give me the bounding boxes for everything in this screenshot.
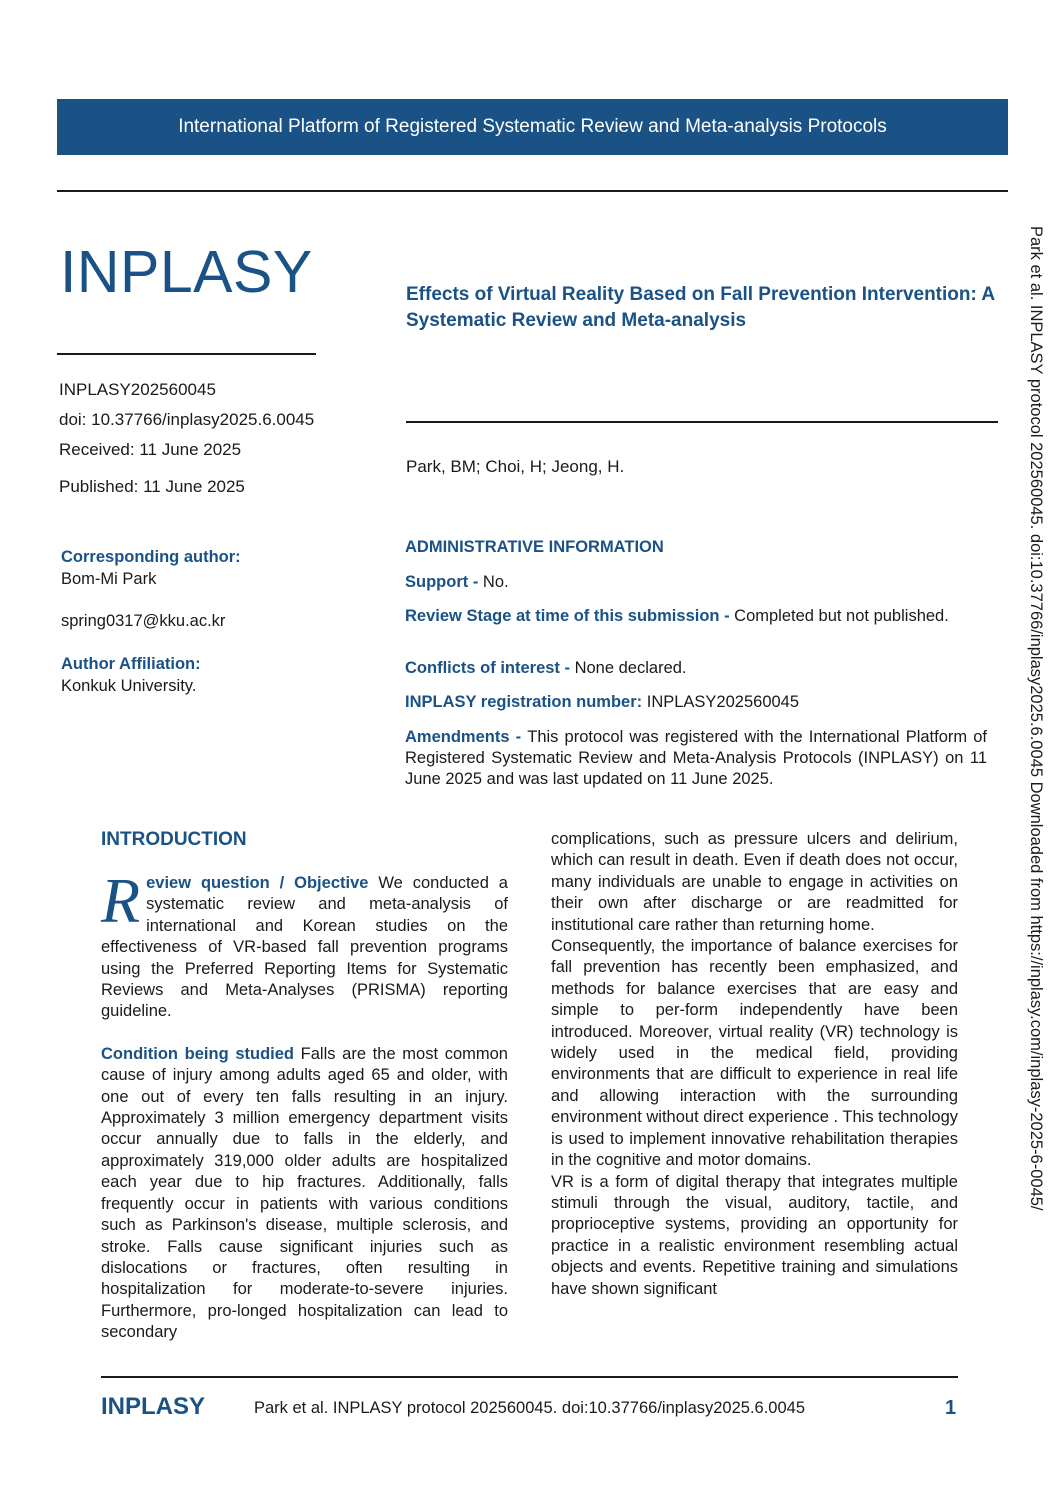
registration-value: INPLASY202560045 xyxy=(646,693,800,711)
admin-support xyxy=(405,572,987,593)
registration-label: INPLASY registration number: xyxy=(405,693,647,711)
condition-text: Falls are the most common cause of injury among adults aged 65 and older, with one out of every ten falls resulting in an injury. Approximately 3 million emergency department visits occur annually due to falls in the elderly, and approximately 319,000 older adults are hospitalized each year due to hip fractures. Additionally, falls frequently occur in patients with various conditions such as Parkinson's disease, multiple sclerosis, and stroke. Falls cause significant injuries such as dislocations or fractures, often resulting in hospitalization for moderate-to-severe injuries. Furthermore, pro-longed hospitalization can lead to secondary xyxy=(101,1044,508,1342)
left-column xyxy=(101,865,508,1344)
right-paragraph-3: VR is a form of digital therapy that integrates multiple stimuli through the visual, auditory, tactile, and proprioceptive systems, providing an opportunity for practice in a realistic environment resembling actual objects and events. Repetitive training and simulations have shown significant xyxy=(551,1172,958,1298)
right-column xyxy=(551,829,958,1300)
footer-brand: INPLASY xyxy=(101,1393,206,1420)
review-question-paragraph xyxy=(101,865,508,1023)
vertical-citation: Park et al. INPLASY protocol 202560045. doi:10.37766/inplasy2025.6.0045 Downloaded from https://inplasy.com/inplasy-2025-6-0045/ xyxy=(1027,226,1045,1211)
condition-paragraph xyxy=(101,1044,508,1344)
amendments-label: Amendments - xyxy=(405,728,528,746)
right-paragraph-2: Consequently, the importance of balance exercises for fall prevention has recently been emphasized, and methods for balance exercises that are easy and simple to per-form independently have been introduced. Moreover, virtual reality (VR) technology is widely used in the medical field, providing environments that are difficult to experience in real life and allowing interaction with the surrounding environment without direct experience . This technology is used to implement innovative rehabilitation therapies in the cognitive and motor domains. xyxy=(551,937,958,1170)
support-label: Support - xyxy=(405,573,483,591)
published-date: Published: 11 June 2025 xyxy=(59,477,245,496)
footer-rule xyxy=(101,1376,958,1378)
paper-title: Effects of Virtual Reality Based on Fall Prevention Intervention: A Systematic Review and Meta-analysis xyxy=(406,284,995,331)
author-list: Park, BM; Choi, H; Jeong, H. xyxy=(406,457,625,476)
brand-logo-text: INPLASY xyxy=(60,239,313,305)
corresponding-author-name: Bom-Mi Park xyxy=(61,570,157,588)
stage-value: Completed but not published. xyxy=(734,607,949,625)
affiliation-value: Konkuk University. xyxy=(61,677,197,695)
conflicts-label: Conflicts of interest - xyxy=(405,659,575,677)
title-rule xyxy=(406,421,998,423)
stage-label: Review Stage at time of this submission - xyxy=(405,607,735,625)
amendments-value: This protocol was registered with the International Platform of Registered Systematic Review and Meta-Analysis Protocols (INPLASY) on 11 June 2025 and was last updated on 11 June 2025. xyxy=(405,728,988,788)
right-paragraph-1: complications, such as pressure ulcers and delirium, which can result in death. Even if death does not occur, many individuals are unable to engage in activities on their own after discharge or are readmitted for institutional care rather than returning home. xyxy=(551,830,958,934)
corresponding-author-email: spring0317@kku.ac.kr xyxy=(61,612,226,630)
admin-amendments xyxy=(405,727,987,790)
drop-cap: R xyxy=(101,865,141,936)
header-banner xyxy=(57,99,1008,155)
corresponding-author-label: Corresponding author: xyxy=(61,548,241,566)
condition-label: Condition being studied xyxy=(101,1044,294,1063)
page-number: 1 xyxy=(945,1397,957,1419)
support-value: No. xyxy=(482,573,509,591)
conflicts-value: None declared. xyxy=(574,659,687,677)
top-rule xyxy=(57,190,1008,192)
footer-citation: Park et al. INPLASY protocol 202560045. doi:10.37766/inplasy2025.6.0045 xyxy=(254,1399,806,1417)
affiliation-label: Author Affiliation: xyxy=(61,655,201,673)
received-date: Received: 11 June 2025 xyxy=(59,440,242,459)
protocol-id: INPLASY202560045 xyxy=(59,380,216,399)
admin-conflicts xyxy=(405,658,987,679)
admin-heading: ADMINISTRATIVE INFORMATION xyxy=(405,538,664,556)
review-question-label: eview question / Objective xyxy=(146,874,369,892)
admin-review-stage xyxy=(405,606,987,627)
banner-text: International Platform of Registered Systematic Review and Meta-analysis Protocols xyxy=(178,116,887,137)
admin-registration xyxy=(405,692,987,713)
review-question-text: We conducted a systematic review and meta-analysis of international and Korean studies on the effectiveness of VR-based fall prevention programs using the Preferred Reporting Items for Systematic Reviews and Meta-Analyses (PRISMA) reporting guideline. xyxy=(101,874,508,1021)
introduction-heading: INTRODUCTION xyxy=(101,829,247,850)
brand-rule xyxy=(57,353,316,355)
doi: doi: 10.37766/inplasy2025.6.0045 xyxy=(59,410,315,429)
